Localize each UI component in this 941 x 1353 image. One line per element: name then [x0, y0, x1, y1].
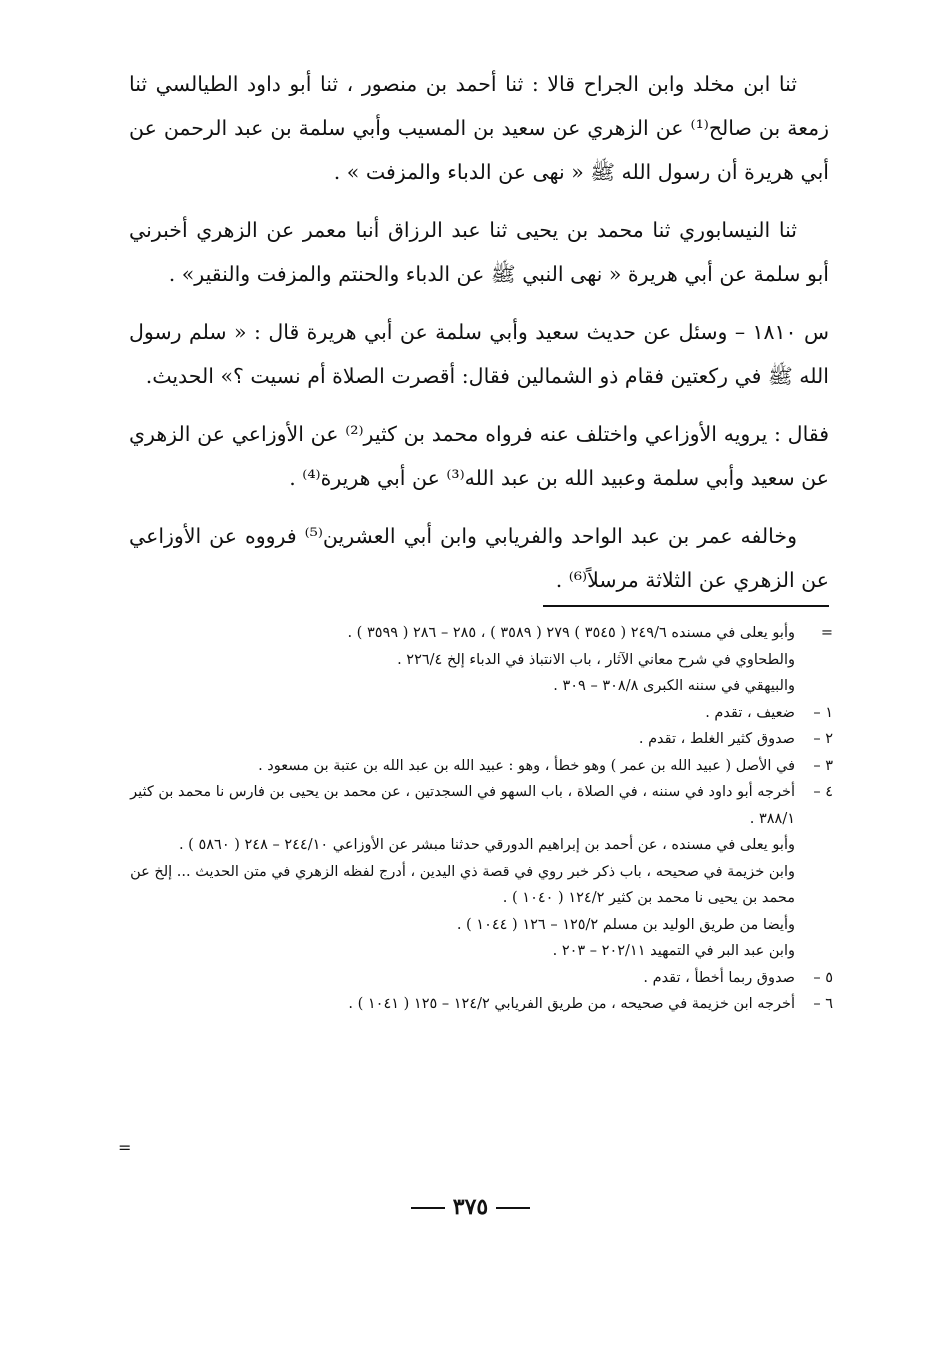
footnote-line: والبيهقي في سننه الكبرى ٣٠٨/٨ – ٣٠٩ .: [553, 678, 795, 694]
footnote-line: أخرجه ابن خزيمة في صحيحه ، من طريق الفريابي ١٢٤/٢ – ١٢٥ ( ١٠٤١ ) .: [348, 996, 795, 1012]
footnote-body: [113, 726, 795, 753]
footnote-number: ٦ –: [813, 996, 833, 1012]
question-entry: س ١٨١٠ – وسئل عن حديث سعيد وأبي سلمة عن أبي هريرة قال : « سلم رسول الله ﷺ في ركعتين فقام ذو الشمالين فقال: أقصرت الصلاة أم نسيت ؟» الحديث.: [129, 320, 829, 388]
footnote-body: [113, 991, 795, 1018]
footnote-line: وأبو يعلى في مسنده ٢٤٩/٦ ( ٣٥٤٥ ) ٢٧٩ ( ٣٥٨٩ ) ، ٢٨٥ – ٢٨٦ ( ٣٥٩٩ ) .: [347, 625, 795, 641]
footnote-body: [113, 700, 795, 727]
footnote-line: في الأصل ( عبيد الله بن عمر ) وهو خطأ ، وهو : عبيد الله بن عبد الله بن عتبة بن مسعود .: [258, 757, 795, 774]
footnote-separator: [543, 605, 829, 607]
footnote-line: أخرجه أبو داود في سننه ، في الصلاة ، باب السهو في السجدتين ، عن محمد بن يحيى بن فارس نا محمد بن كثير ٣٨٨/١ .: [130, 784, 795, 827]
footnote-item: [113, 753, 833, 780]
footnote-number: ٢ –: [813, 731, 833, 747]
footnote-number: =: [820, 625, 833, 641]
paragraph: ثنا النيسابوري ثنا محمد بن يحيى ثنا عبد الرزاق أنبا معمر عن الزهري أخبرني أبو سلمة عن أبي هريرة « نهى النبي ﷺ عن الدباء والحنتم والمزفت والنقير» .: [129, 218, 829, 286]
footnote-line: صدوق كثير الغلط ، تقدم .: [638, 731, 795, 747]
footnote-line: ضعيف ، تقدم .: [705, 704, 795, 721]
paragraph: ثنا ابن مخلد وابن الجراح قالا : ثنا أحمد بن منصور ، ثنا أبو داود الطيالسي ثنا زمعة بن صالح⁽¹⁾ عن الزهري عن سعيد بن المسيب وأبي سلمة بن عبد الرحمن عن أبي هريرة أن رسول الله ﷺ « نهى عن الدباء والمزفت » .: [129, 72, 829, 184]
footnote-body: [113, 779, 795, 965]
page-number-text: ٣٧٥: [452, 1194, 489, 1220]
footnote-body: [113, 753, 795, 780]
main-text: [129, 62, 829, 616]
footnote-number: ١ –: [813, 704, 833, 721]
footnote-item: [113, 779, 833, 965]
footnote-number: ٥ –: [813, 969, 833, 986]
dash-left: [411, 1207, 445, 1209]
footnote-number: ٣ –: [813, 757, 833, 774]
footnote-item: [113, 700, 833, 727]
footnote-line: وأبو يعلى في مسنده ، عن أحمد بن إبراهيم الدورقي حدثنا مبشر عن الأوزاعي ٢٤٤/١٠ – ٢٤٨ ( ٥٨٦٠ ) .: [178, 837, 795, 853]
footnote-number: ٤ –: [813, 784, 833, 800]
footnote-line: وابن عبد البر في التمهيد ٢٠٢/١١ – ٢٠٣ .: [552, 943, 795, 959]
footnote-item: [113, 620, 833, 700]
footnotes: [113, 620, 833, 1018]
footnote-item: [113, 965, 833, 992]
continuation-mark: =: [118, 1138, 132, 1157]
footnote-body: [113, 965, 795, 992]
paragraph: فقال : يرويه الأوزاعي واختلف عنه فرواه محمد بن كثير⁽²⁾ عن الأوزاعي عن الزهري عن سعيد وأبي سلمة وعبيد الله بن عبد الله⁽³⁾ عن أبي هريرة⁽⁴⁾ .: [129, 422, 829, 490]
footnote-body: [113, 620, 795, 700]
footnote-item: [113, 991, 833, 1018]
paragraph: وخالفه عمر بن عبد الواحد والفريابي وابن أبي العشرين⁽⁵⁾ فرووه عن الأوزاعي عن الزهري عن الثلاثة مرسلاً⁽⁶⁾ .: [129, 524, 829, 592]
footnote-line: وابن خزيمة في صحيحه ، باب ذكر خبر روي في قصة ذي اليدين ، أدرج لفظه الزهري في متن الحديث ... إلخ عن محمد بن يحيى نا محمد بن كثير ١٢٤/٢ ( ١٠٤٠ ) .: [130, 863, 795, 906]
footnote-line: صدوق ربما أخطأ ، تقدم .: [643, 969, 795, 986]
page-number: [0, 1194, 941, 1220]
footnote-line: وأيضا من طريق الوليد بن مسلم ١٢٥/٢ – ١٢٦ ( ١٠٤٤ ) .: [456, 916, 795, 933]
dash-right: [496, 1207, 530, 1209]
footnote-item: [113, 726, 833, 753]
footnote-line: والطحاوي في شرح معاني الآثار ، باب الانتباذ في الدباء إلخ ٢٢٦/٤ .: [397, 651, 795, 668]
